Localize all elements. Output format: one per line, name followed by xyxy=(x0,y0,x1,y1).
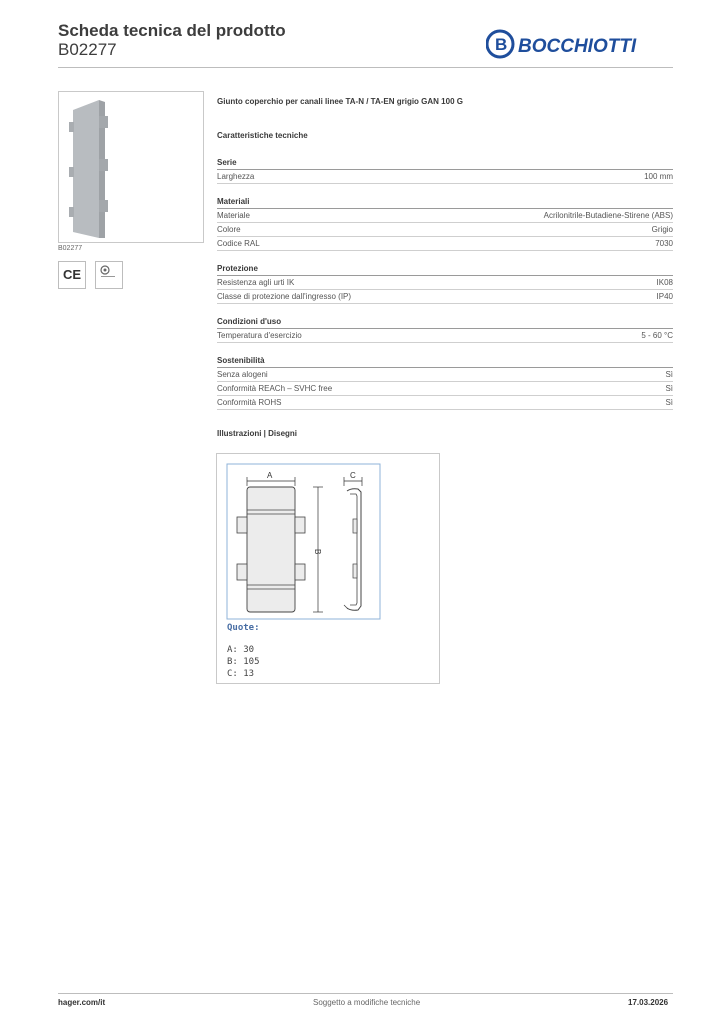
spec-row: Resistenza agli urti IK IK08 xyxy=(217,276,673,290)
section-title: Sostenibilità xyxy=(217,355,673,368)
product-description: Giunto coperchio per canali linee TA-N / TA-EN grigio GAN 100 G xyxy=(217,97,463,106)
dim-label-a: A xyxy=(267,471,273,480)
spec-section-serie xyxy=(217,157,673,184)
spec-row: Temperatura d'esercizio 5 - 60 °C xyxy=(217,329,673,343)
spec-section-protezione xyxy=(217,263,673,304)
tech-characteristics-title: Caratteristiche tecniche xyxy=(217,131,308,140)
bocchiotti-logo xyxy=(486,29,668,59)
product-code: B02277 xyxy=(58,40,117,59)
spec-row: Senza alogeni Sì xyxy=(217,368,673,382)
section-title: Materiali xyxy=(217,196,673,209)
svg-text:B: B xyxy=(495,35,508,54)
brand-text: BOCCHIOTTI xyxy=(518,36,637,57)
footer-disclaimer: Soggetto a modifiche tecniche xyxy=(313,998,421,1007)
dim-label-c: C xyxy=(350,471,356,480)
spec-row: Classe di protezione dall'ingresso (IP) IP40 xyxy=(217,290,673,304)
quote-value: B: 105 xyxy=(227,657,260,667)
quote-title: Quote: xyxy=(227,623,260,633)
footer-website-link[interactable]: hager.com/it xyxy=(58,998,106,1007)
spec-row: Materiale Acrilonitrile-Butadiene-Stirene (ABS) xyxy=(217,209,673,223)
dim-label-b: B xyxy=(313,549,322,555)
product-image-code: B02277 xyxy=(58,245,83,252)
product-image xyxy=(58,91,204,243)
spec-section-condizioni xyxy=(217,316,673,343)
footer-date: 17.03.2026 xyxy=(628,998,669,1007)
header-divider xyxy=(58,67,673,68)
illustrations-title: Illustrazioni | Disegni xyxy=(217,429,298,438)
spec-section-materiali xyxy=(217,196,673,251)
spec-row: Larghezza 100 mm xyxy=(217,170,673,184)
spec-row: Colore Grigio xyxy=(217,223,673,237)
spec-section-sostenibilita xyxy=(217,355,673,410)
spec-row: Conformità ROHS Sì xyxy=(217,396,673,410)
ce-mark-icon: CE xyxy=(58,261,86,289)
section-title: Protezione xyxy=(217,263,673,276)
spec-row: Codice RAL 7030 xyxy=(217,237,673,251)
certification-icon xyxy=(95,261,123,289)
section-title: Serie xyxy=(217,157,673,170)
spec-content xyxy=(217,96,673,440)
section-title: Condizioni d'uso xyxy=(217,316,673,329)
quote-value: C: 13 xyxy=(227,669,255,679)
page-title: Scheda tecnica del prodotto xyxy=(58,21,286,40)
quote-value: A: 30 xyxy=(227,645,255,655)
footer-divider xyxy=(58,993,673,994)
spec-row: Conformità REACh – SVHC free Sì xyxy=(217,382,673,396)
